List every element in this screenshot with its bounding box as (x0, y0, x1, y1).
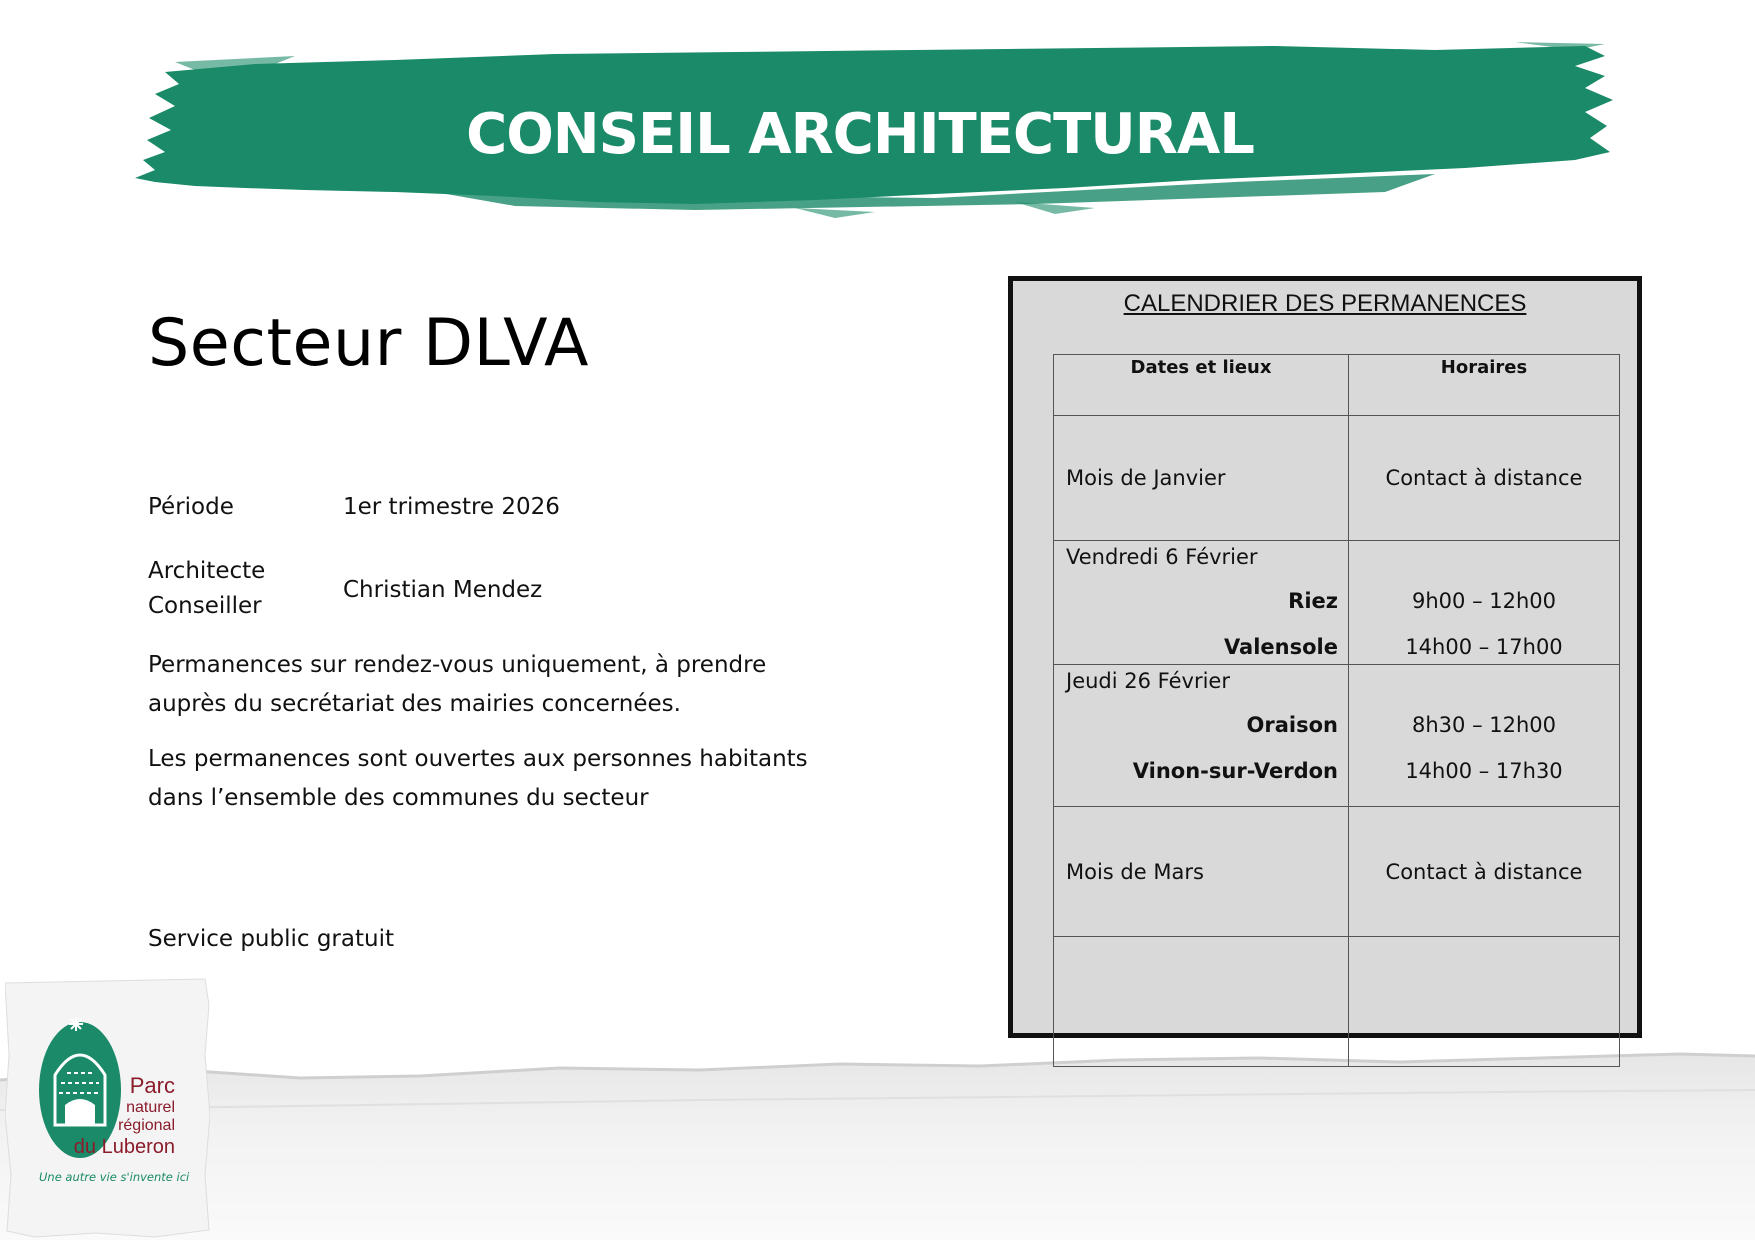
paragraph-line: auprès du secrétariat des mairies concernées. (148, 691, 681, 717)
place-label: Oraison (1246, 713, 1338, 737)
period-value: 1er trimestre 2026 (343, 494, 560, 520)
paragraph-line: Les permanences sont ouvertes aux personnes habitants (148, 746, 808, 772)
architect-label-line1: Architecte (148, 558, 266, 584)
page-title: CONSEIL ARCHITECTURAL (466, 102, 1254, 167)
hours-label: Contact à distance (1385, 859, 1583, 884)
park-logo (5, 975, 210, 1240)
date-label: Jeudi 26 Février (1066, 669, 1230, 693)
place-label: Riez (1288, 589, 1338, 613)
hours-label: Contact à distance (1385, 466, 1583, 490)
architect-value: Christian Mendez (343, 577, 543, 603)
appointment-paragraph (148, 646, 868, 724)
hours-label: 14h00 – 17h00 (1405, 635, 1563, 659)
table-row-empty (1054, 937, 1620, 1067)
hours-cell (1349, 937, 1620, 1067)
logo-text-luberon: du Luberon (73, 1136, 175, 1158)
date-cell (1054, 541, 1349, 665)
paragraph-line: dans l’ensemble des communes du secteur (148, 785, 649, 811)
hours-label: 8h30 – 12h00 (1412, 713, 1556, 737)
hours-cell (1349, 665, 1620, 807)
hours-cell (1349, 541, 1620, 665)
date-label: Mois de Mars (1066, 859, 1204, 884)
table-row (1054, 416, 1620, 541)
column-header-hours: Horaires (1349, 355, 1620, 416)
hours-label: 9h00 – 12h00 (1412, 589, 1556, 613)
date-cell (1054, 807, 1349, 937)
place-label: Vinon-sur-Verdon (1132, 759, 1338, 783)
logo-tagline: Une autre vie s'invente ici (39, 1170, 190, 1184)
date-cell (1054, 665, 1349, 807)
torn-paper-background (0, 1040, 1755, 1240)
table-row (1054, 807, 1620, 937)
table-row (1054, 541, 1620, 665)
paragraph-line: Permanences sur rendez-vous uniquement, à prendre (148, 652, 767, 678)
date-label: Vendredi 6 Février (1066, 545, 1258, 569)
date-label: Mois de Janvier (1066, 466, 1226, 490)
date-cell (1054, 416, 1349, 541)
sector-title: Secteur DLVA (148, 306, 589, 381)
column-header-dates: Dates et lieux (1054, 355, 1349, 416)
audience-paragraph (148, 740, 868, 818)
logo-text-parc: Parc (129, 1073, 175, 1098)
date-cell (1054, 937, 1349, 1067)
calendar-table (1053, 354, 1620, 1067)
service-note: Service public gratuit (148, 926, 394, 952)
header-banner (135, 42, 1615, 227)
table-header-row (1054, 355, 1620, 416)
period-label: Période (148, 494, 234, 520)
logo-text-naturel: naturel (126, 1099, 175, 1116)
table-row (1054, 665, 1620, 807)
architect-label-line2: Conseiller (148, 593, 262, 619)
hours-cell (1349, 807, 1620, 937)
hours-label: 14h00 – 17h30 (1405, 759, 1563, 783)
place-label: Valensole (1223, 635, 1338, 659)
logo-text-regional: régional (118, 1117, 175, 1134)
calendar-title: CALENDRIER DES PERMANENCES (1123, 290, 1527, 317)
architect-row (148, 552, 848, 628)
hours-cell (1349, 416, 1620, 541)
